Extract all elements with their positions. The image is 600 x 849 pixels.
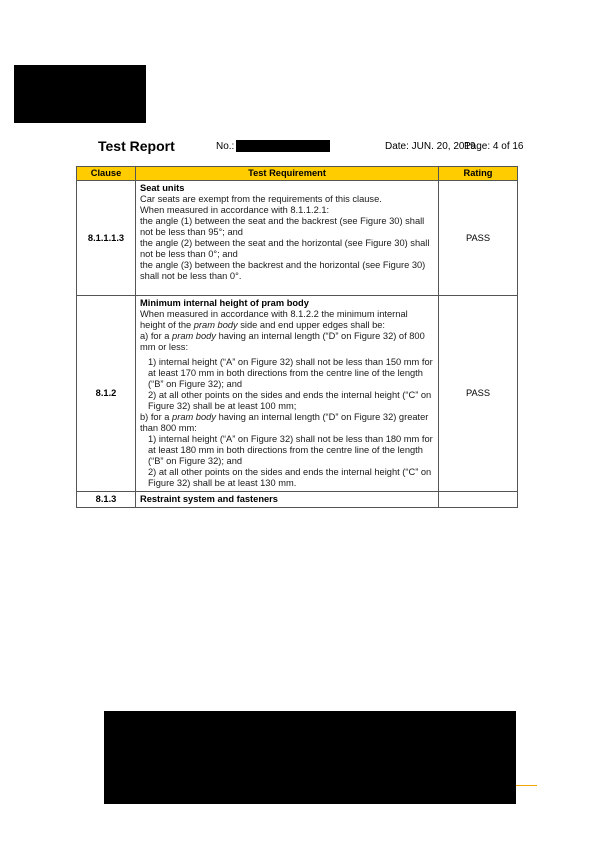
clause-cell: 8.1.2 <box>77 296 136 492</box>
requirement-subitem: 1) internal height (“A” on Figure 32) shall not be less than 180 mm for at least 180 mm in both directions from the centre line of the length (“B” on Figure 32); and <box>148 434 433 466</box>
text-run: b) for a <box>140 412 173 422</box>
column-header-clause: Clause <box>77 167 136 181</box>
table-header-row <box>77 167 518 181</box>
rating-cell: PASS <box>439 296 518 492</box>
requirement-subitem: 1) internal height (“A” on Figure 32) shall not be less than 150 mm for at least 170 mm in both directions from the centre line of the length (“B” on Figure 32); and <box>148 357 433 389</box>
rating-cell <box>439 492 518 508</box>
text-run: having an internal length (“D” on Figure 32) of 800 mm or less: <box>140 331 425 352</box>
requirement-item-b <box>140 412 434 434</box>
requirement-title: Restraint system and fasteners <box>140 494 278 504</box>
footer-accent-line <box>516 785 537 786</box>
requirement-line: the angle (1) between the seat and the backrest (see Figure 30) shall not be less than 95°; and <box>140 216 425 237</box>
table-row <box>77 181 518 296</box>
column-header-requirement: Test Requirement <box>136 167 439 181</box>
redacted-footer <box>104 711 516 804</box>
text-run-italic: pram body <box>193 320 238 330</box>
requirement-title: Minimum internal height of pram body <box>140 298 309 308</box>
text-run-italic: pram body <box>172 412 216 422</box>
requirement-subitem: 2) at all other points on the sides and ends the internal height (“C” on Figure 32) shall be at least 100 mm; <box>148 390 432 411</box>
rating-cell: PASS <box>439 181 518 296</box>
report-header <box>0 136 600 158</box>
column-header-rating: Rating <box>439 167 518 181</box>
requirement-intro <box>140 309 434 331</box>
requirement-title: Seat units <box>140 183 185 193</box>
table-row <box>77 296 518 492</box>
requirement-line: the angle (2) between the seat and the horizontal (see Figure 30) shall not be less than 0°; and <box>140 238 430 259</box>
requirement-line: Car seats are exempt from the requirements of this clause. <box>140 194 382 204</box>
test-requirements-table <box>76 166 518 508</box>
page-number: Page: 4 of 16 <box>464 141 524 152</box>
requirement-subitem: 2) at all other points on the sides and ends the internal height (“C” on Figure 32) shall be at least 130 mm. <box>148 467 432 488</box>
requirement-line: When measured in accordance with 8.1.1.2.1: <box>140 205 330 215</box>
text-run-italic: pram body <box>172 331 216 341</box>
report-title: Test Report <box>98 138 175 154</box>
text-run: side and end upper edges shall be: <box>237 320 386 330</box>
text-run: When measured in accordance with 8.1.2.2 the minimum internal height of the <box>140 309 408 330</box>
requirement-line: the angle (3) between the backrest and the horizontal (see Figure 30) shall not be less than 0°. <box>140 260 426 281</box>
text-run: a) for a <box>140 331 173 341</box>
requirement-item-a <box>140 331 434 353</box>
table-row <box>77 492 518 508</box>
text-run: having an internal length (“D” on Figure 32) greater than 800 mm: <box>140 412 429 433</box>
requirement-cell <box>136 181 439 296</box>
report-number-label: No.: <box>216 141 235 152</box>
requirement-cell <box>136 296 439 492</box>
redacted-logo <box>14 65 146 123</box>
clause-cell: 8.1.3 <box>77 492 136 508</box>
clause-cell: 8.1.1.1.3 <box>77 181 136 296</box>
requirement-cell <box>136 492 439 508</box>
report-date: Date: JUN. 20, 2019 <box>385 141 476 152</box>
redacted-report-number <box>236 140 330 152</box>
